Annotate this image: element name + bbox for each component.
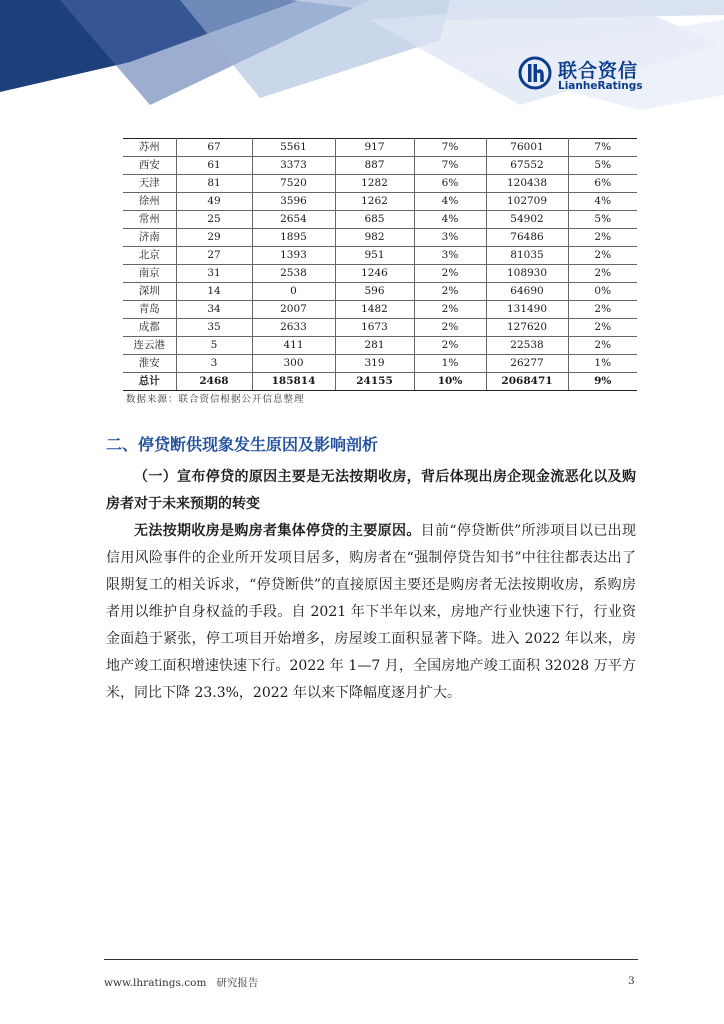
table-cell: 2068471: [486, 373, 568, 391]
table-cell: 6%: [414, 175, 486, 193]
table-row: [123, 175, 637, 193]
table-cell: 300: [252, 355, 335, 373]
table-row: [123, 355, 637, 373]
table-cell: 7%: [414, 157, 486, 175]
table-row: [123, 283, 637, 301]
table-cell: 5: [176, 337, 252, 355]
table-cell: 185814: [252, 373, 335, 391]
table-cell-city: 西安: [123, 157, 176, 175]
table-cell: 9%: [568, 373, 637, 391]
table-cell: 3596: [252, 193, 335, 211]
table-cell: 2%: [568, 229, 637, 247]
table-cell: 1482: [335, 301, 414, 319]
table-cell: 7520: [252, 175, 335, 193]
table-cell: 951: [335, 247, 414, 265]
table-row: [123, 319, 637, 337]
table-cell-city: 徐州: [123, 193, 176, 211]
table-cell: 2%: [568, 319, 637, 337]
table-cell: 22538: [486, 337, 568, 355]
table-cell-city: 成都: [123, 319, 176, 337]
table-total-row: [123, 373, 637, 391]
footer-label: 研究报告: [216, 977, 259, 989]
table-cell: 120438: [486, 175, 568, 193]
body-lead-bold: 无法按期收房是购房者集体停贷的主要原因。: [134, 523, 421, 539]
table-row: [123, 229, 637, 247]
table-row: [123, 211, 637, 229]
city-data-table: [123, 138, 637, 391]
table-cell: 2%: [414, 283, 486, 301]
table-cell: 2%: [414, 265, 486, 283]
table-cell: 127620: [486, 319, 568, 337]
table-cell: 7%: [568, 139, 637, 157]
table-cell: 3: [176, 355, 252, 373]
table-cell-city: 淮安: [123, 355, 176, 373]
table-cell: 1282: [335, 175, 414, 193]
table-cell: 596: [335, 283, 414, 301]
table-cell: 1246: [335, 265, 414, 283]
table-cell: 2%: [568, 247, 637, 265]
table-cell: 281: [335, 337, 414, 355]
table-cell: 2%: [414, 319, 486, 337]
table-cell: 4%: [414, 193, 486, 211]
table-cell: 34: [176, 301, 252, 319]
table-cell: 3373: [252, 157, 335, 175]
table-cell: 982: [335, 229, 414, 247]
table-row: [123, 265, 637, 283]
table-cell: 5%: [568, 157, 637, 175]
lianhe-logo-icon: [518, 56, 552, 90]
table-cell: 2%: [414, 337, 486, 355]
table-row: [123, 139, 637, 157]
table-cell: 917: [335, 139, 414, 157]
table-cell-city: 济南: [123, 229, 176, 247]
table-cell: 2007: [252, 301, 335, 319]
table-cell-city: 青岛: [123, 301, 176, 319]
table-cell: 4%: [414, 211, 486, 229]
table-cell: 1%: [414, 355, 486, 373]
table-cell-city: 北京: [123, 247, 176, 265]
table-cell: 2654: [252, 211, 335, 229]
table-cell: 61: [176, 157, 252, 175]
table-cell: 76001: [486, 139, 568, 157]
table-cell: 411: [252, 337, 335, 355]
table-row: [123, 193, 637, 211]
table-cell: 1673: [335, 319, 414, 337]
table-cell: 27: [176, 247, 252, 265]
table-cell-city: 连云港: [123, 337, 176, 355]
table-cell: 2%: [568, 301, 637, 319]
table-cell-city: 常州: [123, 211, 176, 229]
table-cell: 14: [176, 283, 252, 301]
table-cell: 4%: [568, 193, 637, 211]
table-cell: 3%: [414, 229, 486, 247]
table-cell: 67: [176, 139, 252, 157]
table-cell: 1895: [252, 229, 335, 247]
table-cell: 81035: [486, 247, 568, 265]
table-cell: 26277: [486, 355, 568, 373]
footer-divider: [104, 959, 638, 960]
table-cell: 6%: [568, 175, 637, 193]
brand-logo: [518, 56, 648, 96]
table-cell: 1262: [335, 193, 414, 211]
table-cell: 49: [176, 193, 252, 211]
table-cell: 54902: [486, 211, 568, 229]
section-heading: 二、停贷断供现象发生原因及影响剖析: [106, 435, 379, 454]
table-cell: 0%: [568, 283, 637, 301]
table-cell-city: 南京: [123, 265, 176, 283]
table-cell: 2633: [252, 319, 335, 337]
brand-name-en: LianheRatings: [558, 80, 643, 92]
table-cell: 1393: [252, 247, 335, 265]
table-cell-city: 苏州: [123, 139, 176, 157]
table-cell: 0: [252, 283, 335, 301]
table-cell: 24155: [335, 373, 414, 391]
brand-name-cn: 联合资信: [558, 60, 639, 82]
table-row: [123, 247, 637, 265]
table-cell: 2%: [568, 265, 637, 283]
body-paragraph: [106, 518, 636, 707]
table-cell: 1%: [568, 355, 637, 373]
table-cell: 108930: [486, 265, 568, 283]
table-cell: 2468: [176, 373, 252, 391]
table-cell: 887: [335, 157, 414, 175]
table-cell-city: 总计: [123, 373, 176, 391]
table-cell: 31: [176, 265, 252, 283]
table-cell-city: 深圳: [123, 283, 176, 301]
footer-site: www.lhratings.com: [104, 977, 207, 989]
table-cell: 10%: [414, 373, 486, 391]
table-cell: 81: [176, 175, 252, 193]
table-cell: 7%: [414, 139, 486, 157]
table-cell: 131490: [486, 301, 568, 319]
table-cell-city: 天津: [123, 175, 176, 193]
table-cell: 35: [176, 319, 252, 337]
table-cell: 25: [176, 211, 252, 229]
table-cell: 67552: [486, 157, 568, 175]
table-cell: 76486: [486, 229, 568, 247]
table-row: [123, 157, 637, 175]
table-row: [123, 301, 637, 319]
table-cell: 2538: [252, 265, 335, 283]
table-cell: 2%: [414, 301, 486, 319]
footer-left: [104, 975, 258, 990]
table-cell: 64690: [486, 283, 568, 301]
table-row: [123, 337, 637, 355]
table-cell: 5561: [252, 139, 335, 157]
table-cell: 5%: [568, 211, 637, 229]
table-cell: 29: [176, 229, 252, 247]
sub-heading: （一）宣布停贷的原因主要是无法按期收房，背后体现出房企现金流恶化以及购房者对于未来预期的转变: [106, 469, 636, 512]
table-cell: 319: [335, 355, 414, 373]
body-text: 目前“停贷断供”所涉项目以已出现信用风险事件的企业所开发项目居多，购房者在“强制停贷告知书”中往往都表达出了限期复工的相关诉求，“停贷断供”的直接原因主要还是购房者无法按期收房，系购房者用以维护自身权益的手段。自 2021 年下半年以来，房地产行业快速下行，行业资金面趋于紧张，停工项目开始增多，房屋竣工面积显著下降。进入 2022 年以来，房地产竣工面积增速快速下行。2022 年 1—7 月，全国房地产竣工面积 32028 万平方米，同比下降 23.3%，2022 年以来下降幅度逐月扩大。: [106, 523, 636, 701]
table-cell: 685: [335, 211, 414, 229]
data-source-note: 数据来源：联合资信根据公开信息整理: [126, 394, 305, 405]
table-cell: 102709: [486, 193, 568, 211]
page-number: 3: [628, 975, 635, 987]
table-cell: 2%: [568, 337, 637, 355]
table-cell: 3%: [414, 247, 486, 265]
